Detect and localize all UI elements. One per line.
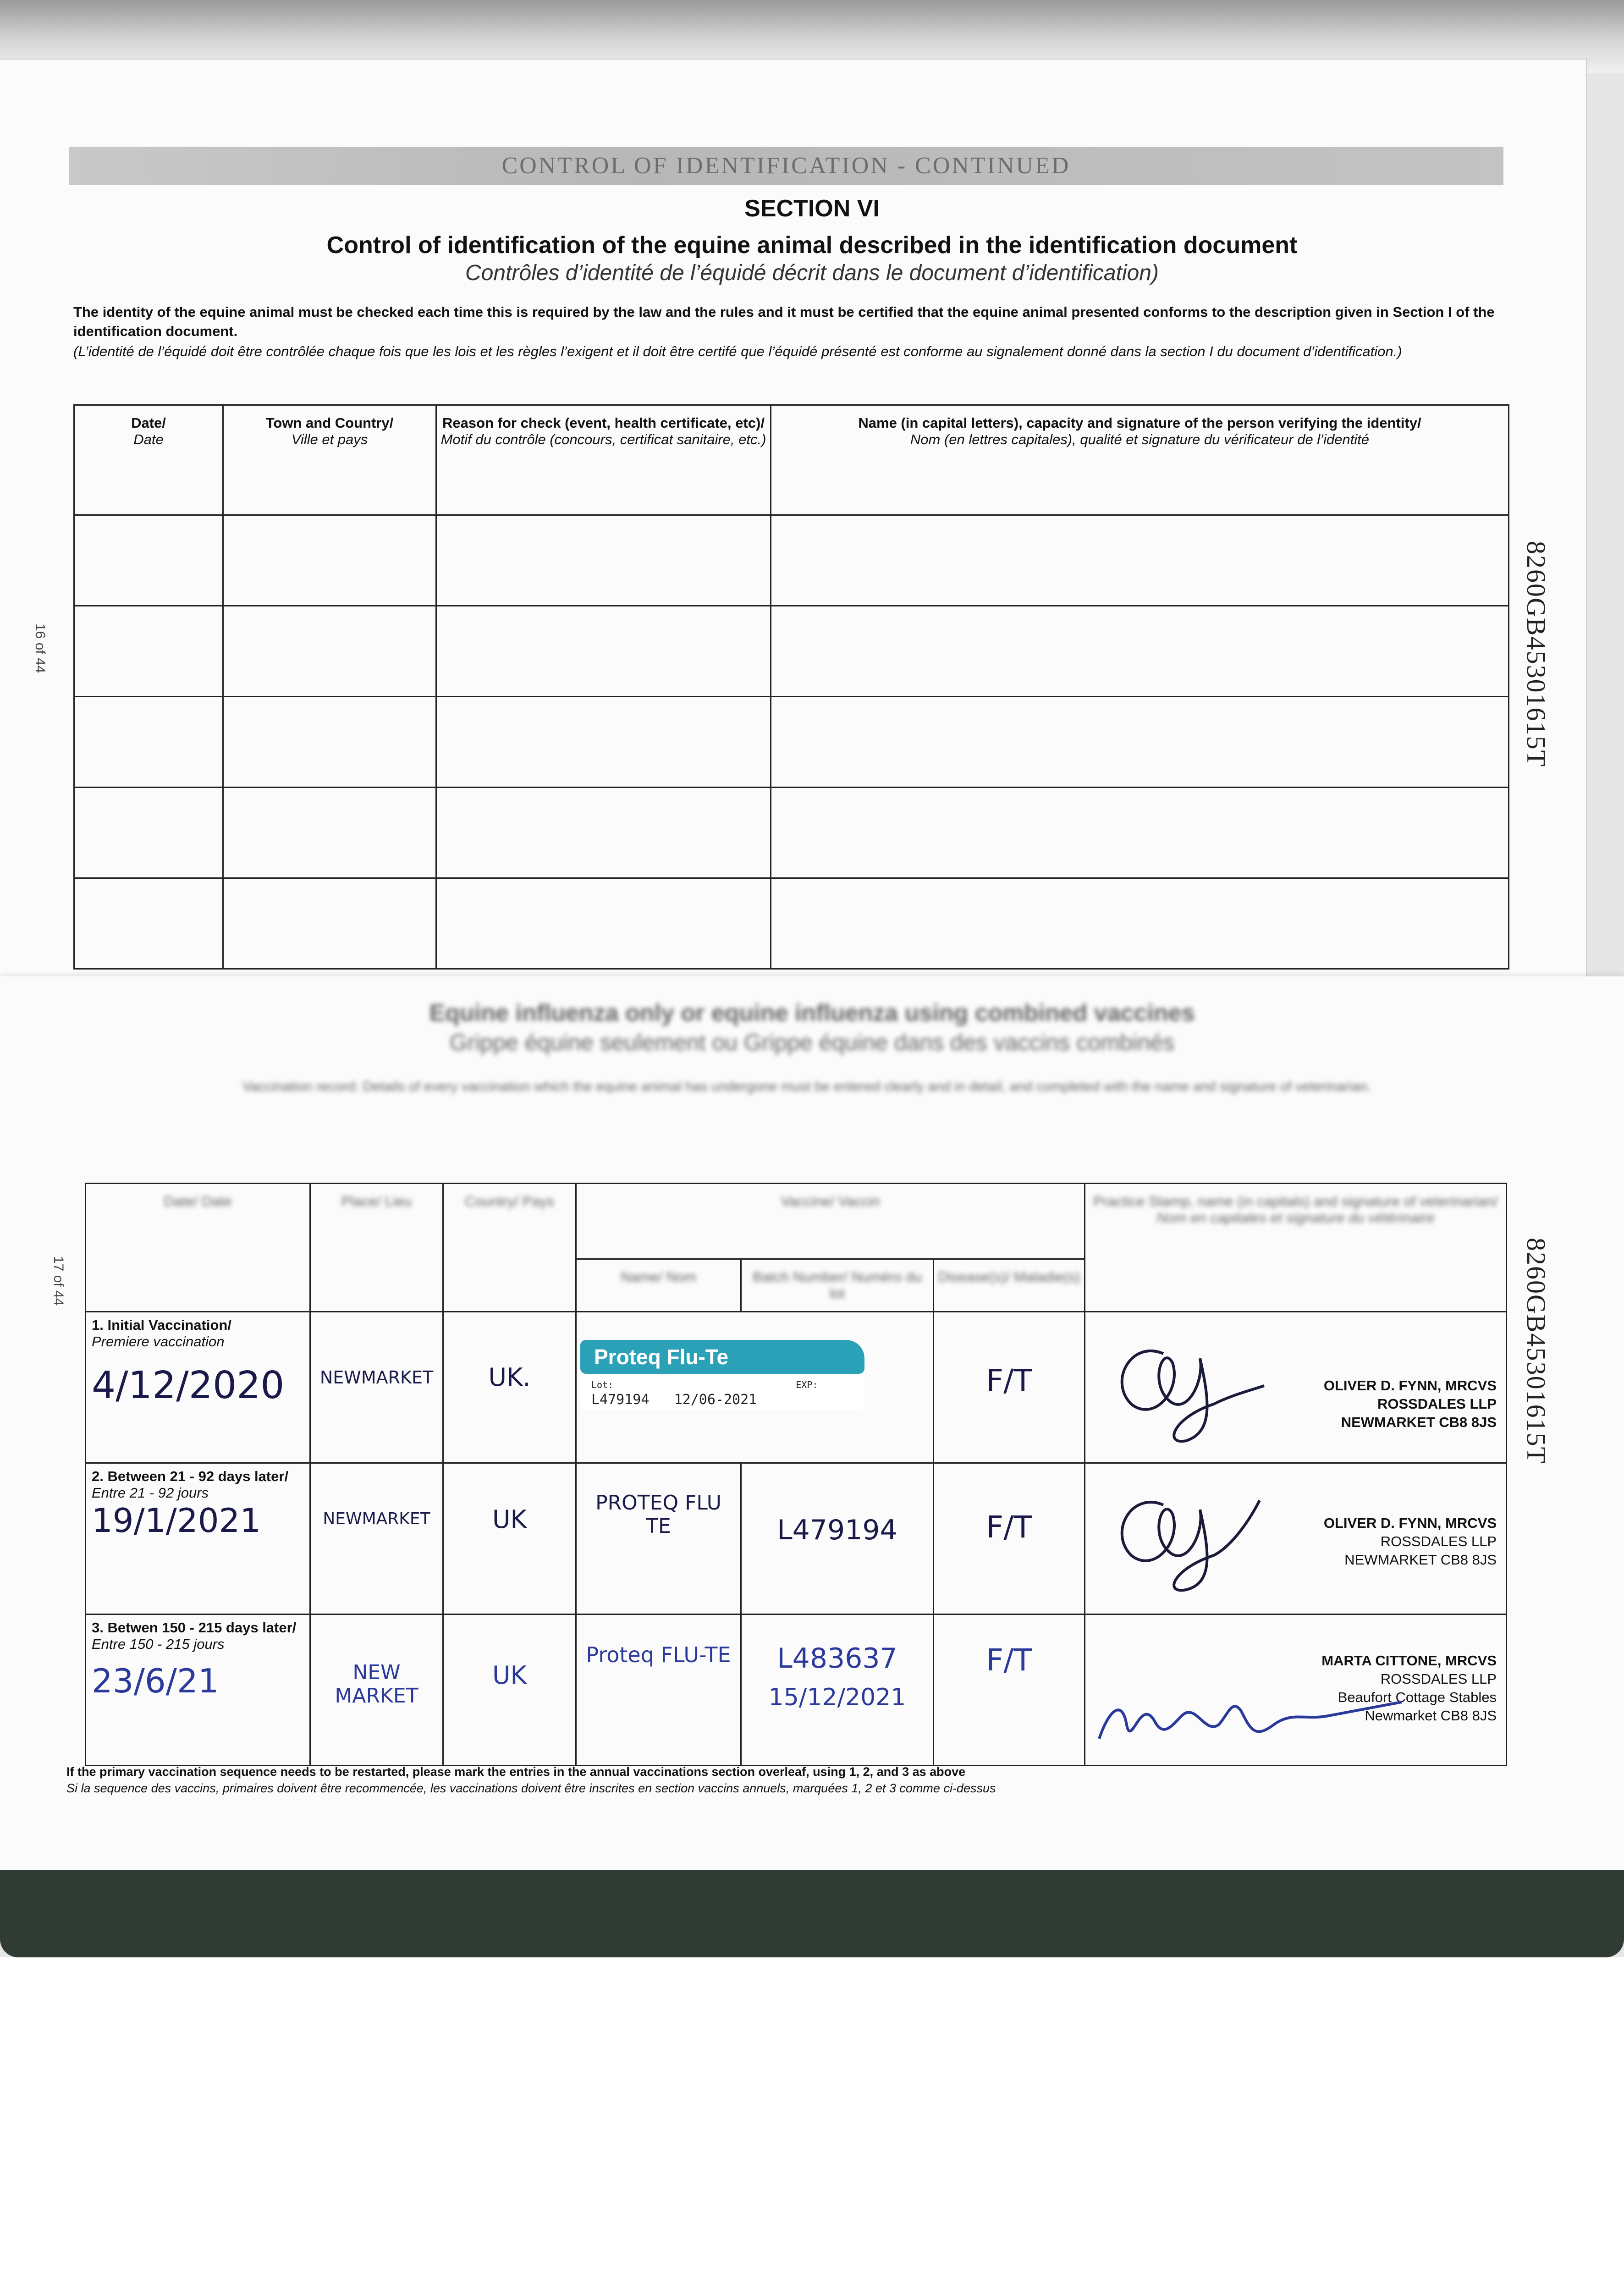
vacc-1-expiry: 12/06-2021: [674, 1392, 757, 1408]
vacc-2-country: UK: [443, 1463, 576, 1614]
section-subtitle-en: Control of identification of the equine animal described in the identification document: [326, 232, 1298, 259]
page-number-16: 16 of 44: [33, 623, 48, 673]
section-subtitle-fr: Contrôles d’identité de l’équidé décrit dans le document d’identification): [465, 261, 1159, 285]
vaccination-table: [85, 1183, 1507, 1766]
table-row: [74, 788, 1509, 878]
intro-fr: (L’identité de l’équidé doit être contrôlée chaque fois que les lois et les règles l’exigent et il doit être certifé que l’équidé présenté est conforme au signalement donné dans la section I du document d’identification.): [73, 343, 1402, 359]
table-row: [74, 878, 1509, 969]
vacc-3-vaccine: Proteq FLU-TE: [576, 1614, 741, 1766]
side-id-top: 8260GB45301615T: [1521, 541, 1551, 767]
col-reason: Reason for check (event, health certificate, etc)/ Motif du contrôle (concours, certificat sanitaire, etc.): [436, 405, 771, 515]
vaccination-header: Equine influenza only or equine influenza using combined vaccines: [429, 1000, 1195, 1026]
table-row: [74, 697, 1509, 788]
vacc-1-place: NEWMARKET: [310, 1312, 443, 1463]
vacc-3-batch: L483637: [777, 1642, 897, 1675]
vaccination-header-fr: Grippe équine seulement ou Grippe équine dans des vaccins combinés: [449, 1030, 1175, 1055]
vacc-2-date: 19/1/2021: [92, 1501, 261, 1540]
col-diseases: Disease(s)/ Maladie(s): [934, 1259, 1085, 1312]
col-place: Place/ Lieu: [310, 1184, 443, 1312]
vaccine-sticker: Proteq Flu-Te Lot: EXP: L479194 12/06-2021: [580, 1340, 864, 1410]
intro-en: The identity of the equine animal must be checked each time this is required by the law and the rules and it must be certified that the equine animal presented conforms to the description given in Section I of the identification document.: [73, 304, 1495, 339]
vacc-3-date: 23/6/21: [92, 1662, 219, 1700]
vacc-3-batch-date: 15/12/2021: [768, 1684, 906, 1711]
vacc-1-sticker-cell: [576, 1312, 934, 1463]
footnote-en: If the primary vaccination sequence needs to be restarted, please mark the entries in the annual vaccinations section overleaf, using 1, 2, and 3 as above: [66, 1765, 966, 1779]
vacc-row-2: [86, 1463, 1507, 1614]
vacc-1-country: UK.: [443, 1312, 576, 1463]
col-country: Country/ Pays: [443, 1184, 576, 1312]
vacc-2-vet-cell: OLIVER D. FYNN, MRCVS ROSSDALES LLP NEWMARKET CB8 8JS: [1085, 1463, 1507, 1614]
side-id-bottom: 8260GB45301615T: [1521, 1238, 1551, 1464]
vaccine-brand: Proteq Flu-Te: [580, 1340, 864, 1374]
vacc-2-batch: L479194: [741, 1463, 934, 1614]
vacc-2-date-cell: 2. Between 21 - 92 days later/ Entre 21 - 92 jours 19/1/2021: [86, 1463, 310, 1614]
vacc-3-batch-cell: [741, 1614, 934, 1766]
vacc-row-3: [86, 1614, 1507, 1766]
col-town: Town and Country/ Ville et pays: [223, 405, 436, 515]
col-batch: Batch Number/ Numéro du lot: [741, 1259, 934, 1312]
col-vaccine: Vaccine/ Vaccin: [576, 1184, 1085, 1259]
col-vaccine-name: Name/ Nom: [576, 1259, 741, 1312]
vacc-3-date-cell: 3. Betwen 150 - 215 days later/ Entre 150 - 215 jours 23/6/21: [86, 1614, 310, 1766]
table-row: [74, 606, 1509, 697]
vet-signature-2: [1095, 1473, 1269, 1592]
vacc-3-diseases: F/T: [934, 1614, 1085, 1766]
vacc-1-batch: L479194: [591, 1392, 650, 1408]
vacc-row-1: [86, 1312, 1507, 1463]
col-date: Date/ Date: [74, 405, 223, 515]
vacc-2-diseases: F/T: [934, 1463, 1085, 1614]
vacc-3-place: NEW MARKET: [310, 1614, 443, 1766]
identity-header-row: [74, 405, 1509, 515]
vacc-1-date: 4/12/2020: [92, 1364, 285, 1407]
vacc-header-row: [86, 1184, 1507, 1259]
vet-signature-3: [1090, 1670, 1411, 1762]
booklet-cover-edge: [0, 1870, 1624, 1957]
vacc-2-vaccine: PROTEQ FLU TE: [576, 1463, 741, 1614]
identity-check-table: [73, 404, 1509, 970]
table-row: [74, 515, 1509, 606]
col-practice: Practice Stamp, name (in capitals) and signature of veterinarian/ Nom en capitales et signature du vétérinaire: [1085, 1184, 1507, 1312]
vacc-1-diseases: F/T: [934, 1312, 1085, 1463]
vaccination-intro: Vaccination record: Details of every vaccination which the equine animal has undergone must be entered clearly and in detail, and completed with the name and signature of veterinarian.: [242, 1079, 1371, 1094]
footnote-fr: Si la sequence des vaccins, primaires doivent être recommencée, les vaccinations doivent être inscrites en section vaccins annuels, marquées 1, 2 et 3 comme ci-dessus: [66, 1781, 996, 1795]
section-banner: CONTROL OF IDENTIFICATION - CONTINUED: [69, 147, 1503, 185]
page-number-17: 17 of 44: [51, 1256, 66, 1306]
vacc-3-vet-cell: MARTA CITTONE, MRCVS ROSSDALES LLP Beaufort Cottage Stables Newmarket CB8 8JS: [1085, 1614, 1507, 1766]
scan-background: [0, 1957, 1624, 2292]
col-date: Date/ Date: [86, 1184, 310, 1312]
col-verifier: Name (in capital letters), capacity and signature of the person verifying the identity/ Nom (en lettres capitales), qualité et signature du vérificateur de l’identité: [771, 405, 1509, 515]
vet-signature-1: [1095, 1326, 1269, 1445]
vacc-2-place: NEWMARKET: [310, 1463, 443, 1614]
vacc-3-country: UK: [443, 1614, 576, 1766]
vacc-1-date-cell: 1. Initial Vaccination/ Premiere vaccination 4/12/2020: [86, 1312, 310, 1463]
section-title: SECTION VI: [744, 195, 880, 222]
vacc-1-vet-cell: OLIVER D. FYNN, MRCVS ROSSDALES LLP NEWMARKET CB8 8JS: [1085, 1312, 1507, 1463]
